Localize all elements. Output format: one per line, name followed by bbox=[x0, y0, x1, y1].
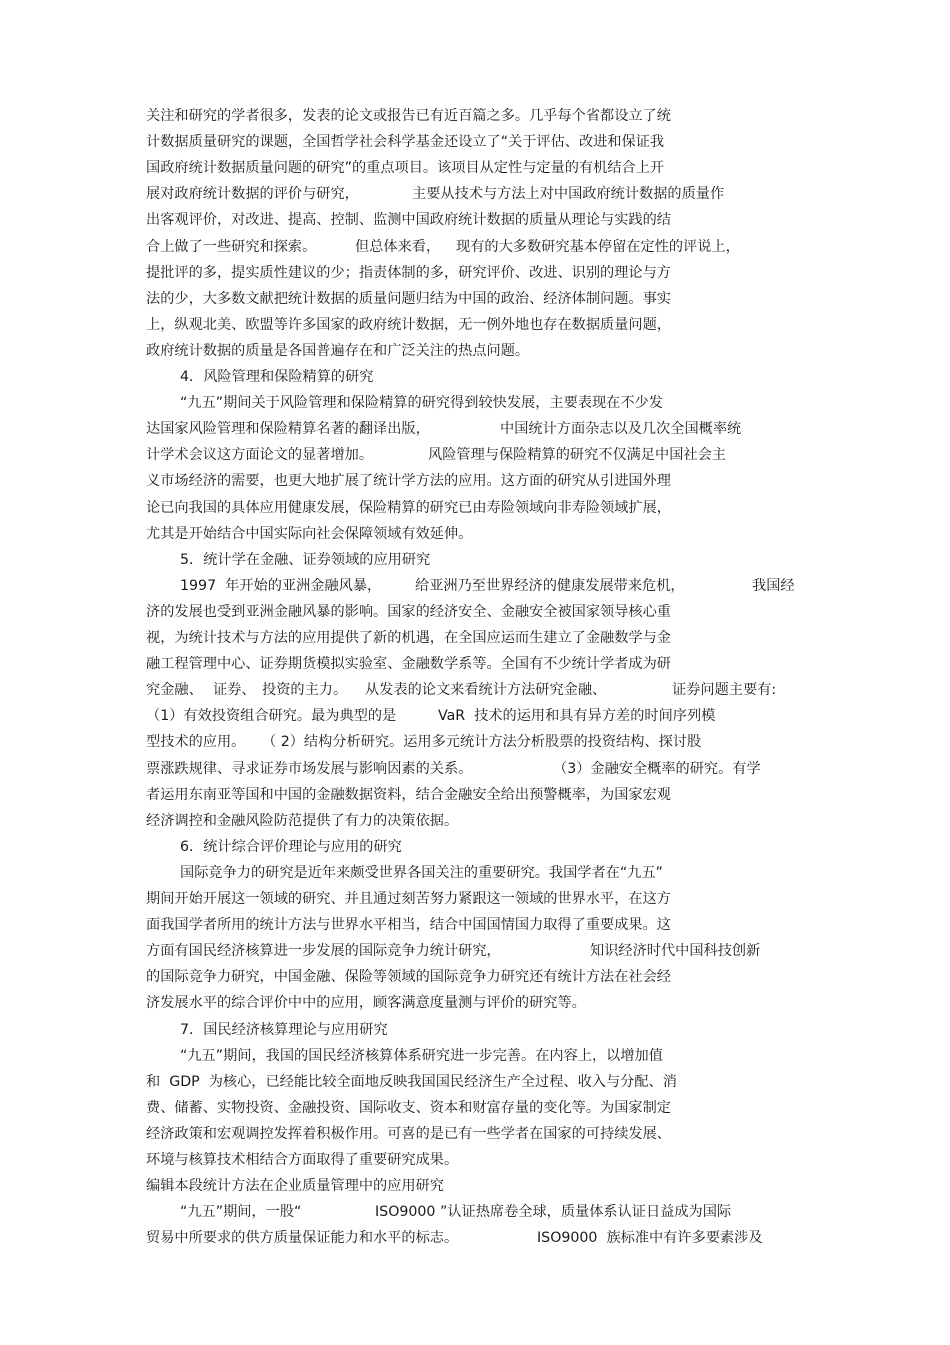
text-segment: 投资的主力。 bbox=[262, 682, 348, 699]
text-segment: 展对政府统计数据的评价与研究， bbox=[146, 186, 359, 203]
text-segment: 合上做了一些研究和探索。 bbox=[146, 238, 317, 255]
text-line bbox=[0, 1095, 950, 1121]
text-segment: 给亚洲乃至世界经济的健康发展带来危机， bbox=[415, 577, 685, 594]
text-segment: 上，纵观北美、欧盟等许多国家的政府统计数据，无一例外地也存在数据质量问题， bbox=[146, 316, 671, 333]
text-segment: 和 GDP 为核心，已经能比较全面地反映我国国民经济生产全过程、收入与分配、消 bbox=[146, 1073, 677, 1090]
text-line bbox=[0, 390, 950, 416]
text-segment: 经济调控和金融风险防范提供了有力的决策依据。 bbox=[146, 812, 459, 829]
text-line bbox=[0, 1147, 950, 1173]
text-segment: 7．国民经济核算理论与应用研究 bbox=[180, 1021, 388, 1038]
text-segment: 义市场经济的需要，也更大地扩展了统计学方法的应用。这方面的研究从引进国外理 bbox=[146, 473, 671, 490]
text-line bbox=[0, 651, 950, 677]
text-segment: 提批评的多，提实质性建议的少；指责体制的多，研究评价、改进、识别的理论与方 bbox=[146, 264, 671, 281]
text-segment: 从发表的论文来看统计方法研究金融、 bbox=[365, 682, 607, 699]
text-line bbox=[0, 181, 950, 207]
text-line bbox=[0, 573, 950, 599]
text-line bbox=[0, 912, 950, 938]
text-line bbox=[0, 599, 950, 625]
text-segment: 面我国学者所用的统计方法与世界水平相当，结合中国国情国力取得了重要成果。这 bbox=[146, 917, 671, 934]
text-line bbox=[0, 886, 950, 912]
text-line bbox=[0, 286, 950, 312]
text-segment: VaR 技术的运用和具有异方差的时间序列模 bbox=[438, 708, 716, 725]
text-segment: 计学术会议这方面论文的显著增加。 bbox=[146, 447, 374, 464]
text-segment: 5．统计学在金融、证券领域的应用研究 bbox=[180, 551, 431, 568]
text-segment: 视，为统计技术与方法的应用提供了新的机遇，在全国应运而生建立了金融数学与金 bbox=[146, 630, 671, 646]
text-line bbox=[0, 207, 950, 233]
text-segment: 编辑本段统计方法在企业质量管理中的应用研究 bbox=[146, 1178, 444, 1195]
text-line bbox=[0, 1017, 950, 1043]
text-segment: 出客观评价，对改进、提高、控制、监测中国政府统计数据的质量从理论与实践的结 bbox=[146, 212, 671, 229]
text-segment: 我国经 bbox=[752, 577, 795, 594]
text-segment: 主要从技术与方法上对中国政府统计数据的质量作 bbox=[412, 186, 725, 203]
text-segment: 国际竞争力的研究是近年来颇受世界各国关注的重要研究。我国学者在“九五” bbox=[180, 864, 663, 881]
text-segment: 方面有国民经济核算进一步发展的国际竞争力统计研究， bbox=[146, 943, 501, 960]
text-segment: 中国统计方面杂志以及几次全国概率统 bbox=[500, 421, 742, 438]
text-line bbox=[0, 521, 950, 547]
text-line bbox=[0, 677, 950, 703]
text-line bbox=[0, 468, 950, 494]
text-segment: ISO9000 族标准中有许多要素涉及 bbox=[537, 1230, 763, 1247]
text-segment: （3）金融安全概率的研究。有学 bbox=[553, 760, 761, 777]
text-line bbox=[0, 964, 950, 990]
text-segment: 达国家风险管理和保险精算名著的翻译出版， bbox=[146, 421, 430, 438]
text-line bbox=[0, 834, 950, 860]
text-segment: 环境与核算技术相结合方面取得了重要研究成果。 bbox=[146, 1152, 459, 1168]
text-segment: 究金融、 bbox=[146, 682, 203, 699]
text-segment: 期间开始开展这一领域的研究、并且通过刻苦努力紧跟这一领域的世界水平，在这方 bbox=[146, 891, 671, 907]
text-segment: 但总体来看， bbox=[355, 238, 441, 255]
text-segment: 关注和研究的学者很多，发表的论文或报告已有近百篇之多。几乎每个省都设立了统 bbox=[146, 108, 671, 124]
text-segment: 型技术的应用。 bbox=[146, 734, 246, 751]
text-line bbox=[0, 1199, 950, 1225]
text-line bbox=[0, 1225, 950, 1251]
text-segment: 现有的大多数研究基本停留在定性的评说上， bbox=[456, 238, 740, 255]
text-segment: 的国际竞争力研究，中国金融、保险等领域的国际竞争力研究还有统计方法在社会经 bbox=[146, 969, 671, 986]
text-segment: 济的发展也受到亚洲金融风暴的影响。国家的经济安全、金融安全被国家领导核心重 bbox=[146, 603, 671, 620]
text-segment: 论已向我国的具体应用健康发展，保险精算的研究已由寿险领域向非寿险领域扩展， bbox=[146, 499, 671, 516]
text-line bbox=[0, 756, 950, 782]
text-segment: 费、储蓄、实物投资、金融投资、国际收支、资本和财富存量的变化等。为国家制定 bbox=[146, 1099, 671, 1116]
text-segment: 4．风险管理和保险精算的研究 bbox=[180, 369, 374, 385]
text-line bbox=[0, 338, 950, 364]
text-line bbox=[0, 416, 950, 442]
text-segment: 者运用东南亚等国和中国的金融数据资料，结合金融安全给出预警概率，为国家宏观 bbox=[146, 786, 671, 803]
text-segment: （ 2）结构分析研究。运用多元统计方法分析股票的投资结构、探讨股 bbox=[262, 734, 702, 751]
text-line bbox=[0, 495, 950, 521]
text-segment: 票涨跌规律、寻求证券市场发展与影响因素的关系。 bbox=[146, 760, 473, 777]
text-segment: 政府统计数据的质量是各国普遍存在和广泛关注的热点问题。 bbox=[146, 342, 530, 359]
text-line bbox=[0, 1043, 950, 1069]
text-line bbox=[0, 129, 950, 155]
text-line bbox=[0, 1173, 950, 1199]
text-line bbox=[0, 990, 950, 1016]
text-line bbox=[0, 1121, 950, 1147]
text-segment: 1997 年开始的亚洲金融风暴， bbox=[180, 577, 382, 594]
text-line bbox=[0, 442, 950, 468]
text-segment: 6．统计综合评价理论与应用的研究 bbox=[180, 838, 402, 855]
text-segment: 国政府统计数据质量问题的研究”的重点项目。该项目从定性与定量的有机结合上开 bbox=[146, 160, 665, 177]
text-segment: 融工程管理中心、证券期货模拟实验室、金融数学系等。全国有不少统计学者成为研 bbox=[146, 656, 671, 673]
text-line bbox=[0, 729, 950, 755]
text-segment: 经济政策和宏观调控发挥着积极作用。可喜的是已有一些学者在国家的可持续发展、 bbox=[146, 1125, 671, 1142]
text-line bbox=[0, 547, 950, 573]
text-segment: 贸易中所要求的供方质量保证能力和水平的标志。 bbox=[146, 1230, 459, 1247]
text-segment: 济发展水平的综合评价中中的应用，顾客满意度量测与评价的研究等。 bbox=[146, 995, 586, 1012]
text-line bbox=[0, 260, 950, 286]
text-segment: 证券、 bbox=[213, 682, 256, 699]
text-segment: 知识经济时代中国科技创新 bbox=[590, 943, 761, 960]
text-segment: 法的少，大多数文献把统计数据的质量问题归结为中国的政治、经济体制问题。事实 bbox=[146, 290, 671, 307]
text-line bbox=[0, 234, 950, 260]
text-line bbox=[0, 312, 950, 338]
text-line bbox=[0, 860, 950, 886]
text-line bbox=[0, 938, 950, 964]
text-segment: “九五”期间，一股“ bbox=[180, 1204, 302, 1221]
text-segment: 证券问题主要有: bbox=[672, 682, 777, 699]
text-segment: （1）有效投资组合研究。最为典型的是 bbox=[146, 708, 397, 725]
text-segment: “九五”期间，我国的国民经济核算体系研究进一步完善。在内容上，以增加值 bbox=[180, 1047, 663, 1064]
text-line bbox=[0, 808, 950, 834]
text-segment: 风险管理与保险精算的研究不仅满足中国社会主 bbox=[428, 447, 726, 464]
text-segment: “九五”期间关于风险管理和保险精算的研究得到较快发展，主要表现在不少发 bbox=[180, 395, 663, 412]
text-line bbox=[0, 782, 950, 808]
text-segment: 计数据质量研究的课题，全国哲学社会科学基金还设立了“关于评估、改进和保证我 bbox=[146, 134, 665, 151]
text-line bbox=[0, 625, 950, 651]
text-line bbox=[0, 1069, 950, 1095]
text-line bbox=[0, 155, 950, 181]
text-segment: ISO9000 ”认证热席卷全球，质量体系认证日益成为国际 bbox=[375, 1204, 732, 1221]
text-line bbox=[0, 103, 950, 129]
text-segment: 尤其是开始结合中国实际向社会保障领域有效延伸。 bbox=[146, 525, 473, 542]
text-line bbox=[0, 364, 950, 390]
text-line bbox=[0, 703, 950, 729]
